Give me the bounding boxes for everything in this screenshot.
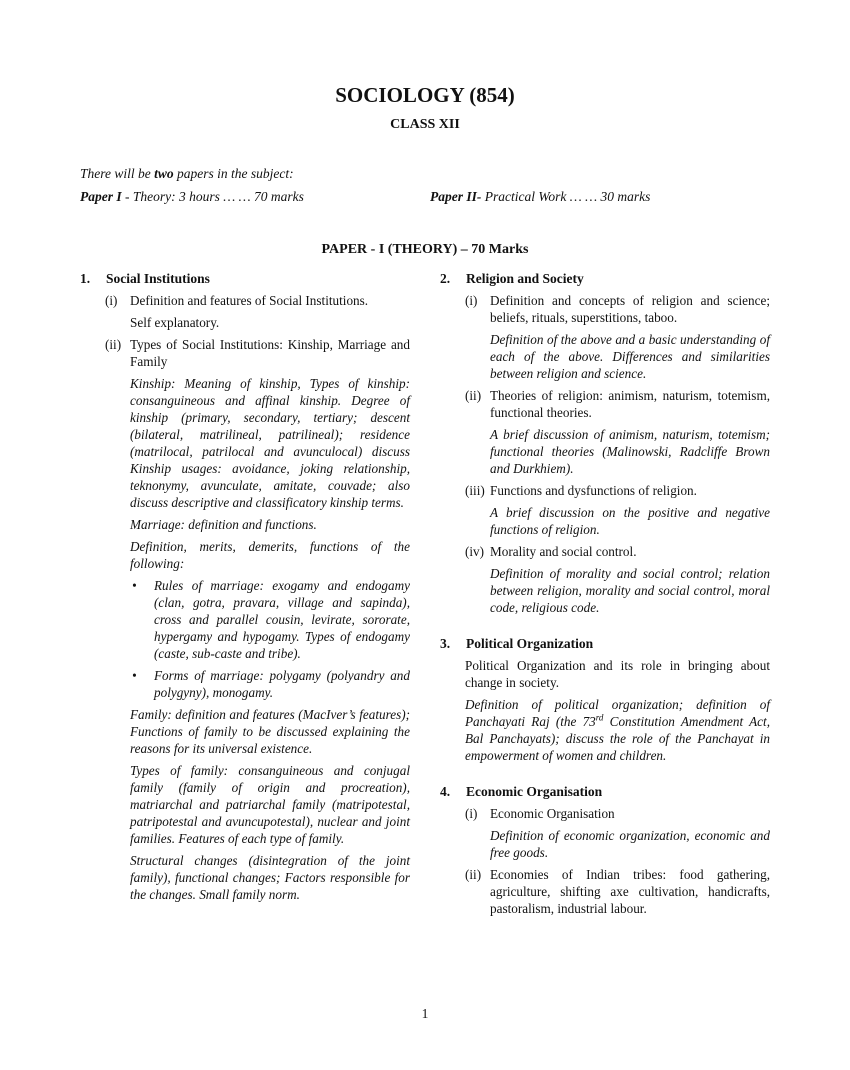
definition-note: Definition, merits, demerits, functions of the following: <box>130 539 410 571</box>
section-title: Economic Organisation <box>466 784 603 799</box>
family-note: Family: definition and features (MacIver’s features); Functions of family to be discussed explaining the reasons for its universal existence. <box>130 707 410 756</box>
section-heading <box>440 783 770 800</box>
paper1-line <box>80 188 304 205</box>
bullet-text: Rules of marriage: exogamy and endogamy (clan, gotra, pravara, village and sapinda), cross and parallel cousin, levirate, sororate, hypergamy and hypogamy. Types of endogamy (caste, sub-caste and tribe). <box>154 578 410 661</box>
bullet-item <box>80 577 410 662</box>
section-title: Social Institutions <box>106 271 210 286</box>
paper-heading: PAPER - I (THEORY) – 70 Marks <box>321 242 529 257</box>
section-number: 4. <box>440 784 451 799</box>
paper1-label: Paper I <box>80 189 122 204</box>
class-subtitle: CLASS XII <box>390 117 460 132</box>
item-note: Definition of the above and a basic understanding of each of the above. Differences and similarities between religion and science. <box>490 332 770 381</box>
item-note: A brief discussion on the positive and negative functions of religion. <box>490 505 770 537</box>
sub-item <box>80 336 410 370</box>
bullet-icon: • <box>132 668 137 683</box>
sub-item <box>440 805 770 822</box>
bullet-item <box>80 667 410 701</box>
intro-line <box>80 165 294 182</box>
item-numeral: (iv) <box>465 544 485 559</box>
sub-item <box>440 387 770 421</box>
item-numeral: (iii) <box>465 483 485 498</box>
item-note: Self explanatory. <box>130 315 220 330</box>
paper2-line <box>430 188 650 205</box>
item-text: Definition and features of Social Institutions. <box>130 293 369 308</box>
intro-post: papers in the subject: <box>173 166 294 181</box>
item-numeral: (i) <box>105 293 118 308</box>
intro-bold: two <box>154 166 174 181</box>
paper1-rest: - Theory: 3 hours … … 70 marks <box>121 189 304 204</box>
section-title: Political Organization <box>466 636 594 651</box>
section-note <box>440 696 770 764</box>
section-number: 2. <box>440 271 451 286</box>
item-text: Types of Social Institutions: Kinship, Marriage and Family <box>130 337 410 369</box>
item-text: Morality and social control. <box>490 544 637 559</box>
item-note: Definition of economic organization, economic and free goods. <box>490 828 770 860</box>
item-text: Functions and dysfunctions of religion. <box>490 483 697 498</box>
item-text: Theories of religion: animism, naturism, totemism, functional theories. <box>490 388 770 420</box>
sub-item <box>440 543 770 560</box>
item-numeral: (ii) <box>465 388 482 403</box>
marriage-note: Marriage: definition and functions. <box>130 517 317 532</box>
sub-item <box>440 866 770 917</box>
item-numeral: (i) <box>465 293 478 308</box>
bullet-text: Forms of marriage: polygamy (polyandry and polygyny), monogamy. <box>154 668 410 700</box>
item-numeral: (i) <box>465 806 478 821</box>
item-text: Economic Organisation <box>490 806 615 821</box>
kinship-note: Kinship: Meaning of kinship, Types of kinship: consanguineous and affinal kinship. Degree of kinship (primary, secondary, tertiary; descent (bilateral, matrilineal, patrilineal); residence (matrilocal, patrilocal and avunculocal) discuss Kinship usages: avoidance, joking relationship, teknonymy, avunculate, amitate, couvade; also discuss descriptive and classificatory kinship terms. <box>130 376 410 510</box>
sub-item <box>440 482 770 499</box>
section-number: 3. <box>440 636 451 651</box>
item-text: Economies of Indian tribes: food gathering, agriculture, shifting axe cultivation, handicrafts, pastoralism, industrial labour. <box>490 867 770 916</box>
sub-item <box>440 292 770 326</box>
page-number: 1 <box>421 1006 429 1021</box>
sub-item <box>80 292 410 309</box>
note-part: Constitution Amendment Act, Bal Panchayats); discuss the role of the Panchayat in empowerment of women and children. <box>465 714 770 763</box>
section-heading <box>440 270 770 287</box>
types-family-note: Types of family: consanguineous and conjugal family (family of origin and procreation), matriarchal and patriarchal family (matripotestal, patripotestal and avuncupotestal), nuclear and joint families. Features of each type of family. <box>130 763 410 846</box>
left-column <box>80 270 410 908</box>
note-part: Definition of political organization; definition of Panchayati Raj (the 73 <box>465 697 770 729</box>
section-heading <box>80 270 410 287</box>
section-number: 1. <box>80 271 91 286</box>
page-title: SOCIOLOGY (854) <box>335 83 515 107</box>
section-text: Political Organization and its role in bringing about change in society. <box>465 658 770 690</box>
paper2-label: Paper II- <box>430 189 482 204</box>
superscript: rd <box>595 712 604 723</box>
section-heading <box>440 635 770 652</box>
bullet-icon: • <box>132 578 137 593</box>
intro-pre: There will be <box>80 166 155 181</box>
item-text: Definition and concepts of religion and science; beliefs, rituals, superstitions, taboo. <box>490 293 770 325</box>
structural-note: Structural changes (disintegration of the joint family), functional changes; Factors responsible for the changes. Small family norm. <box>130 853 410 902</box>
paper2-rest: Practical Work … … 30 marks <box>481 189 651 204</box>
right-column <box>440 270 770 922</box>
item-numeral: (ii) <box>105 337 122 352</box>
section-title: Religion and Society <box>466 271 584 286</box>
item-note: Definition of morality and social control; relation between religion, morality and social control, moral code, religious code. <box>490 566 770 615</box>
item-numeral: (ii) <box>465 867 482 882</box>
item-note: A brief discussion of animism, naturism, totemism; functional theories (Malinowski, Radcliffe Brown and Durkhiem). <box>490 427 770 476</box>
